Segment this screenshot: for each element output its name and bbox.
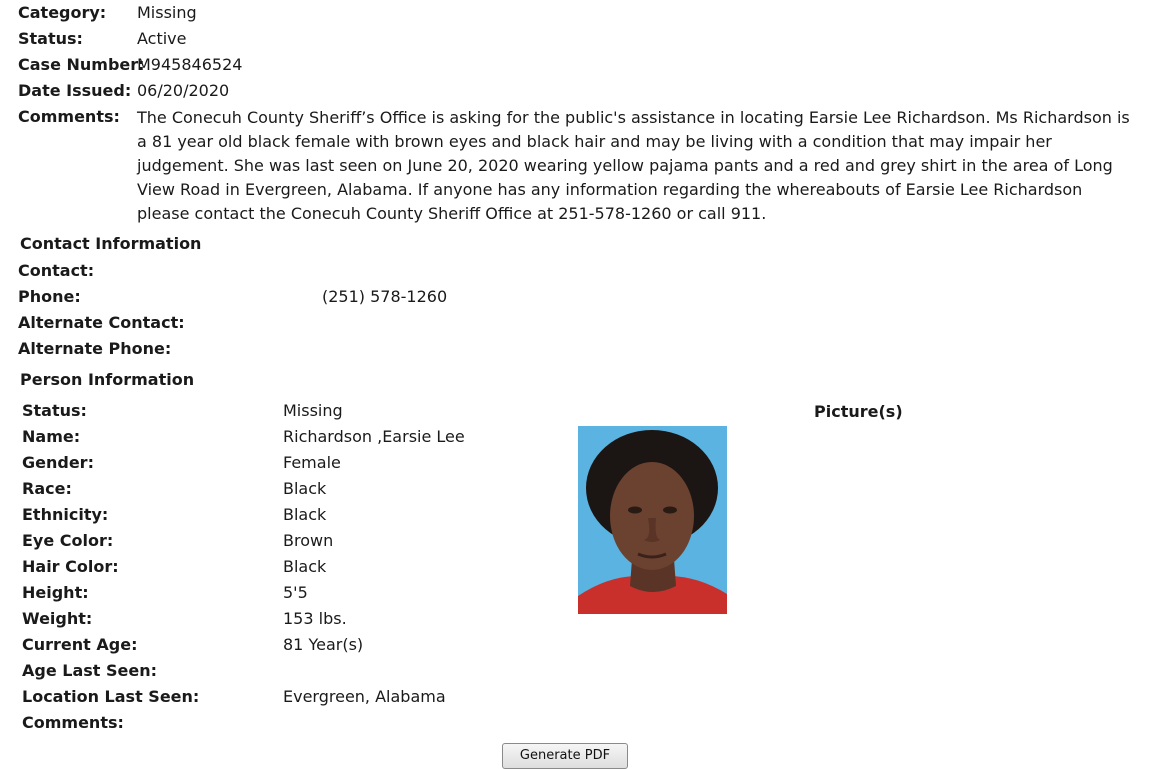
- category-row: [18, 1, 197, 25]
- name-value: Richardson ,Earsie Lee: [283, 427, 465, 446]
- eye-color-value: Brown: [283, 531, 334, 550]
- weight-label: Weight:: [22, 609, 93, 628]
- date-issued-row: [18, 79, 229, 103]
- gender-label: Gender:: [22, 453, 94, 472]
- location-last-seen-label: Location Last Seen:: [22, 687, 200, 706]
- case-comments-row: [18, 105, 137, 129]
- hair-color-label: Hair Color:: [22, 557, 119, 576]
- contact-info-heading: Contact Information: [20, 234, 202, 253]
- contact-label: Contact:: [18, 261, 95, 280]
- ethnicity-label: Ethnicity:: [22, 505, 109, 524]
- alt-phone-label: Alternate Phone:: [18, 339, 172, 358]
- weight-value: 153 lbs.: [283, 609, 347, 628]
- race-value: Black: [283, 479, 327, 498]
- case-comments-text: The Conecuh County Sheriff’s Office is asking for the public's assistance in locating Earsie Lee Richardson. Ms Richardson is a 81 year old black female with brown eyes and black hair and may be living with a condition that may impair her judgement. She was last seen on June 20, 2020 wearing yellow pajama pants and a red and grey shirt in the area of Long View Road in Evergreen, Alabama. If anyone has any information regarding the whereabouts of Earsie Lee Richardson please contact the Conecuh County Sheriff Office at 251-578-1260 or call 911.: [137, 108, 1130, 223]
- gender-value: Female: [283, 453, 341, 472]
- eye-color-label: Eye Color:: [22, 531, 114, 550]
- alt-contact-label: Alternate Contact:: [18, 313, 185, 332]
- date-issued-label: Date Issued:: [18, 81, 132, 100]
- alt-contact-row: [18, 311, 322, 335]
- date-issued-value: 06/20/2020: [137, 81, 230, 100]
- hair-color-value: Black: [283, 557, 327, 576]
- case-number-label: Case Number:: [18, 55, 145, 74]
- category-value: Missing: [137, 3, 197, 22]
- generate-pdf-button[interactable]: Generate PDF: [502, 743, 628, 769]
- race-label: Race:: [22, 479, 72, 498]
- person-status-label: Status:: [22, 401, 87, 420]
- current-age-label: Current Age:: [22, 635, 138, 654]
- location-last-seen-value: Evergreen, Alabama: [283, 687, 446, 706]
- person-comments-label: Comments:: [22, 713, 124, 732]
- case-number-value: M945846524: [137, 55, 243, 74]
- height-label: Height:: [22, 583, 89, 602]
- person-info-heading: Person Information: [20, 370, 195, 389]
- current-age-value: 81 Year(s): [283, 635, 364, 654]
- ethnicity-value: Black: [283, 505, 327, 524]
- case-status-value: Active: [137, 29, 187, 48]
- contact-row: [18, 259, 322, 283]
- case-status-label: Status:: [18, 29, 83, 48]
- person-status-value: Missing: [283, 401, 343, 420]
- pictures-heading: Picture(s): [814, 402, 903, 421]
- missing-person-photo[interactable]: [578, 426, 727, 614]
- category-label: Category:: [18, 3, 107, 22]
- case-number-row: [18, 53, 242, 77]
- phone-value: (251) 578-1260: [322, 287, 448, 306]
- age-last-seen-label: Age Last Seen:: [22, 661, 158, 680]
- height-value: 5'5: [283, 583, 308, 602]
- alt-phone-row: [18, 337, 322, 361]
- name-label: Name:: [22, 427, 81, 446]
- case-status-row: [18, 27, 187, 51]
- phone-row: [18, 285, 447, 309]
- case-comments-label: Comments:: [18, 107, 120, 126]
- phone-label: Phone:: [18, 287, 81, 306]
